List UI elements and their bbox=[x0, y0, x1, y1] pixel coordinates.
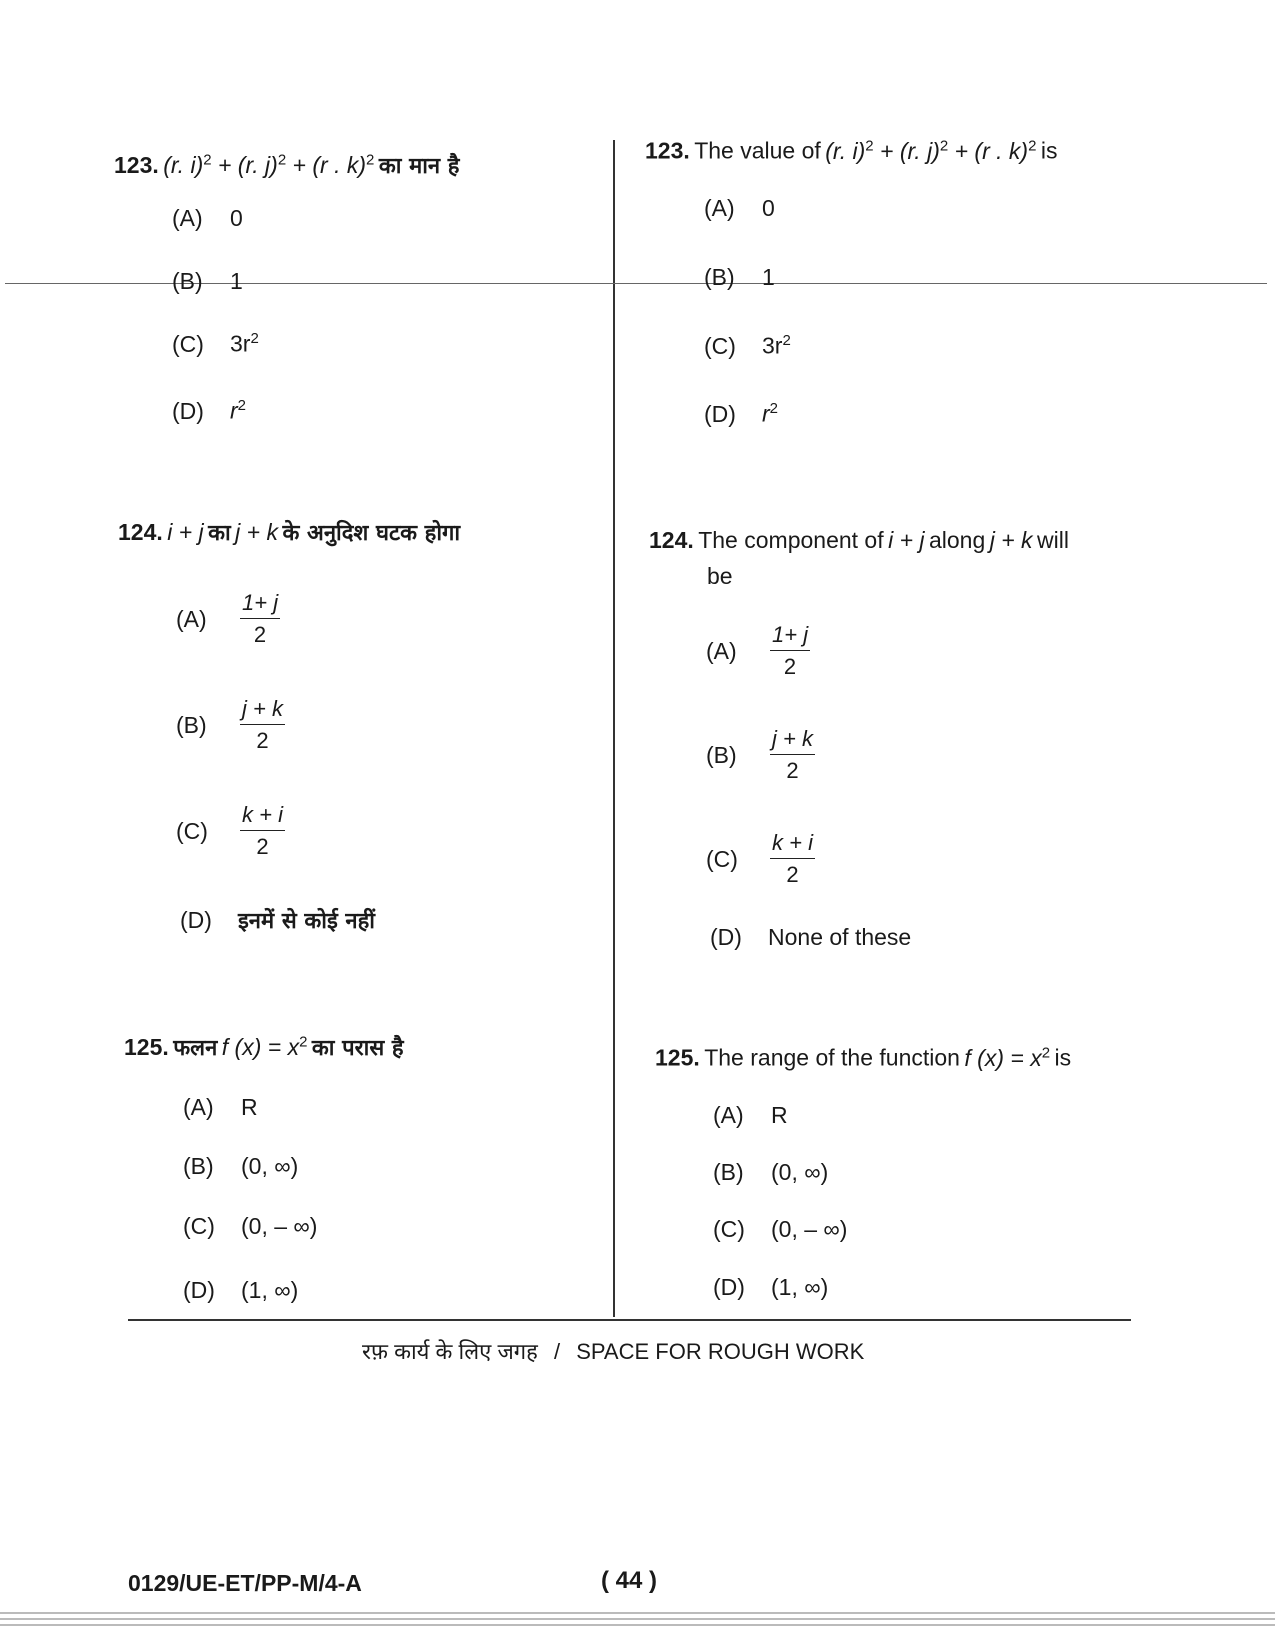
option-c: (C) (0, – ∞) bbox=[183, 1213, 318, 1239]
question-125-english: 125. The range of the function f $(x) = x^2$ is bbox=[655, 1044, 1072, 1071]
question-expression: (r. i)$^2$ + (r. j)$^2$ + (r . k)$^2$ bbox=[163, 151, 375, 178]
option-b: (B) $\frac{j + k}{2}$ bbox=[176, 696, 283, 753]
question-number: 124. bbox=[118, 519, 163, 545]
option-a: (A) R bbox=[713, 1102, 788, 1128]
question-124-english: 124. The component of i + j along j + k will be bbox=[649, 527, 1069, 589]
section-divider bbox=[128, 1319, 1131, 1321]
option-c: (C) $\frac{k + i}{2}$ bbox=[176, 802, 283, 859]
rough-work-caption bbox=[362, 1336, 864, 1366]
question-124-hindi: 124. i + j का j + k के अनुदिश घटक होगा bbox=[118, 519, 461, 546]
question-expression: (r. i)$^2$ + (r. j)$^2$ + (r . k)$^2$ bbox=[825, 137, 1037, 164]
separator: / bbox=[553, 1339, 561, 1364]
question-123-english: 123. The value of (r. i)$^2$ + (r. j)$^2$ + (r . k)$^2$ is bbox=[645, 137, 1058, 164]
option-a: (A) $\frac{1+ j}{2}$ bbox=[706, 622, 809, 679]
question-number: 123. bbox=[114, 152, 159, 178]
booklet-code: 0129/UE-ET/PP-M/4-A bbox=[128, 1570, 362, 1596]
option-c: (C) $3r^2$ bbox=[172, 330, 259, 357]
scan-border-lines bbox=[0, 1612, 1275, 1642]
question-number: 125. bbox=[655, 1044, 700, 1071]
option-b: (B) (0, ∞) bbox=[713, 1159, 829, 1185]
option-a: (A) $\frac{1+ j}{2}$ bbox=[176, 590, 279, 647]
option-a: (A) 0 bbox=[172, 205, 243, 231]
option-d: (D) None of these bbox=[710, 924, 912, 950]
option-b: (B) 1 bbox=[704, 264, 775, 290]
option-a: (A) R bbox=[183, 1094, 258, 1120]
option-b: (B) (0, ∞) bbox=[183, 1153, 299, 1179]
rough-work-english: SPACE FOR ROUGH WORK bbox=[576, 1339, 865, 1364]
option-d: (D) (1, ∞) bbox=[713, 1274, 829, 1300]
option-c: (C) (0, – ∞) bbox=[713, 1216, 848, 1242]
question-text: का मान है bbox=[378, 154, 460, 179]
option-a: (A) 0 bbox=[704, 195, 775, 221]
option-c: (C) $\frac{k + i}{2}$ bbox=[706, 830, 813, 887]
option-d: (D) $r^2$ bbox=[704, 400, 779, 427]
question-number: 125. bbox=[124, 1034, 169, 1060]
option-b: (B) 1 bbox=[172, 268, 243, 294]
option-d: (D) इनमें से कोई नहीं bbox=[180, 907, 376, 934]
question-number: 124. bbox=[649, 527, 694, 553]
question-number: 123. bbox=[645, 137, 690, 164]
option-d: (D) $r^2$ bbox=[172, 397, 247, 424]
question-125-hindi: 125. फलन f $(x) = x^2$ का परास है bbox=[124, 1033, 404, 1061]
question-123-hindi bbox=[114, 150, 460, 180]
rough-work-hindi: रफ़ कार्य के लिए जगह bbox=[362, 1339, 538, 1364]
page-number: ( 44 ) bbox=[601, 1567, 658, 1594]
column-divider bbox=[613, 140, 615, 1317]
option-d: (D) (1, ∞) bbox=[183, 1277, 299, 1303]
option-b: (B) $\frac{j + k}{2}$ bbox=[706, 726, 813, 783]
option-c: (C) $3r^2$ bbox=[704, 332, 791, 359]
